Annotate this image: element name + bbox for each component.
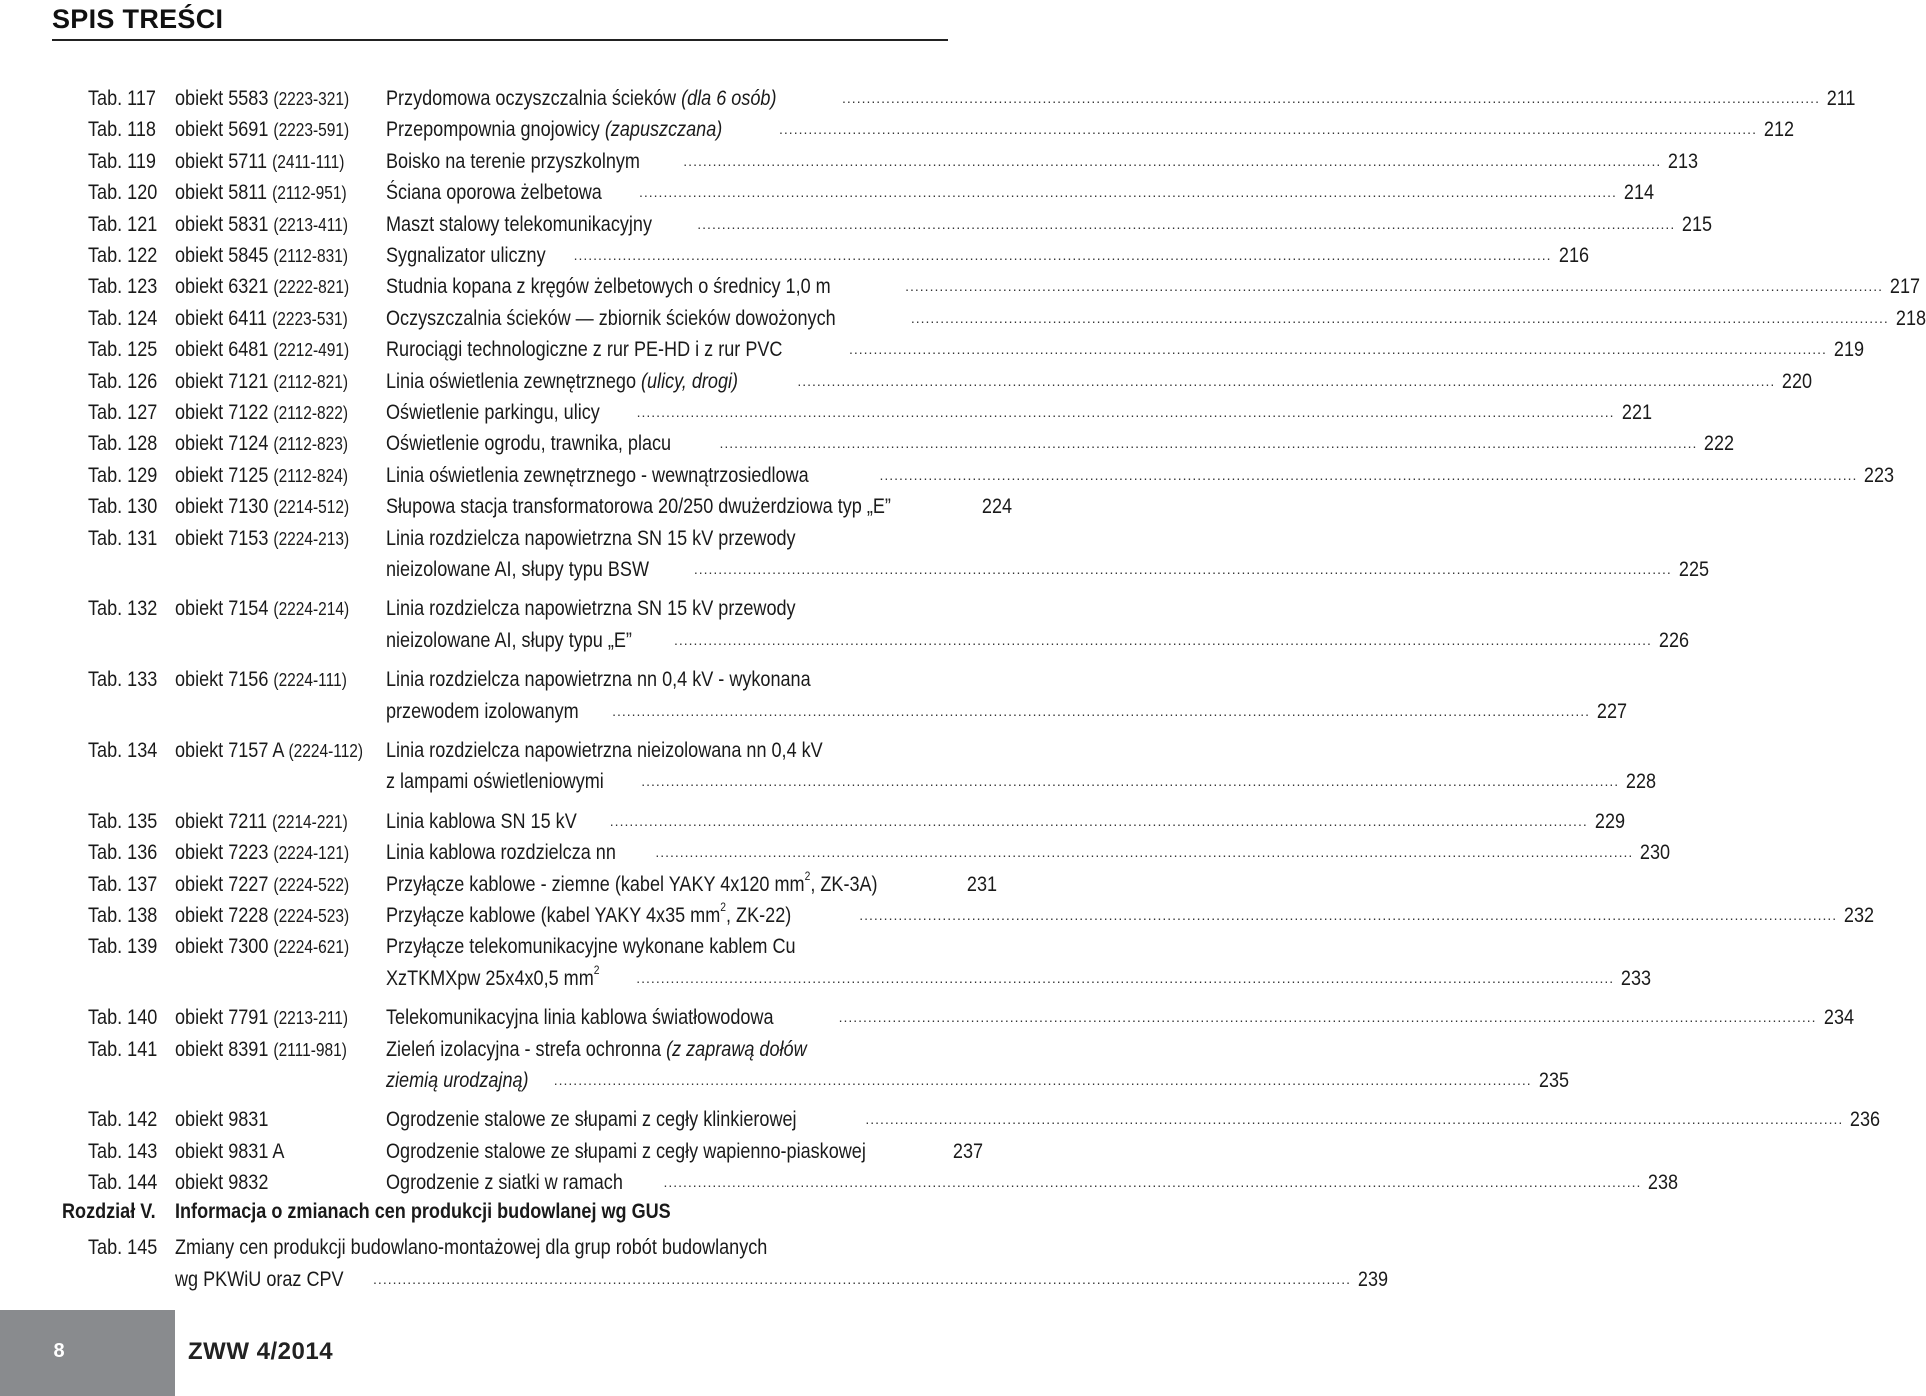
table-number: Tab. 143 [88,1139,158,1163]
object-code: (2224-621) [273,937,350,958]
leader-dots: ........................................................................................................................................................................................................ [553,1072,1532,1088]
object-code: (2213-211) [273,1008,349,1029]
toc-row [0,1136,984,1167]
toc-entry[interactable] [386,460,1895,491]
page-ref: 215 [1682,212,1713,236]
toc-row [0,366,1813,397]
entry-title: Linia kablowa rozdzielcza nn [386,841,616,865]
toc-entry[interactable] [386,1104,1881,1135]
entry-title: Zieleń izolacyjna - strefa ochronna (z zaprawą dołów [386,1037,807,1061]
object-code: (2112-831) [273,246,349,266]
table-number: Tab. 137 [88,872,158,896]
page-ref: 226 [1658,628,1689,652]
entry-title: Słupowa stacja transformatorowa 20/250 dwużerdziowa typ „E” [386,495,891,519]
object-code: (2224-112) [288,741,364,761]
object-code: (2112-823) [273,434,349,455]
entry-title: Studnia kopana z kręgów żelbetowych o średnicy 1,0 m [386,275,831,299]
page-ref: 232 [1844,904,1875,927]
object-id: obiekt 7211 (2214-221) [175,809,348,833]
entry-title: Linia kablowa SN 15 kV [386,809,577,833]
page-ref: 219 [1833,338,1864,362]
page-ref: 225 [1678,558,1709,581]
page-ref: 237 [952,1139,984,1163]
table-number: Tab. 141 [88,1037,158,1061]
toc-row [0,428,1735,459]
table-number: Tab. 120 [88,181,158,205]
toc-row [0,397,1652,428]
object-code: (2223-321) [273,89,350,109]
leader-dots: ........................................................................................................................................................................................................ [879,466,1858,483]
toc-entry[interactable] [386,868,997,900]
page-ref: 239 [1357,1268,1389,1291]
entry-title: Linia oświetlenia zewnętrznego (ulicy, drogi) [386,369,739,393]
object-id: obiekt 7228 (2224-523) [175,904,350,927]
object-id: obiekt 5831 (2213-411) [175,212,349,236]
leader-dots: ........................................................................................................................................................................................................ [373,1271,1351,1287]
table-number: Tab. 121 [88,212,158,236]
toc-row [0,593,960,624]
page-ref: 222 [1704,432,1735,456]
object-code: (2212-491) [273,340,350,361]
toc-row [0,1065,1569,1096]
toc-entry[interactable] [386,240,1589,271]
leader-dots: ........................................................................................................................................................................................................ [612,702,1591,719]
toc-row [0,806,1625,837]
object-id: obiekt 5583 (2223-321) [175,87,350,110]
object-id: obiekt 5691 (2223-591) [175,118,350,142]
toc-entry[interactable] [386,114,1795,145]
toc-row [0,696,1628,727]
entry-title: wg PKWiU oraz CPV [175,1268,344,1291]
entry-title: Linia rozdzielcza napowietrzna nn 0,4 kV - wykonana [386,668,811,692]
page-ref: 216 [1558,244,1589,267]
toc-row [0,554,1709,585]
object-code: (2224-213) [273,528,350,549]
object-id: obiekt 9831 [175,1108,269,1132]
page-ref: 228 [1626,770,1657,794]
page-ref: 221 [1621,401,1652,424]
page-ref: 218 [1895,306,1926,330]
object-id: obiekt 6481 (2212-491) [175,338,350,362]
page-ref: 234 [1823,1006,1854,1030]
entry-title: Rurociągi technologiczne z rur PE-HD i z rur PVC [386,338,783,362]
toc-row [0,1232,960,1263]
table-number: Tab. 142 [88,1108,158,1132]
toc-entry[interactable] [386,428,1735,459]
leader-dots: ........................................................................................................................................................................................................ [683,152,1662,169]
page-ref: 220 [1782,369,1813,393]
table-number: Tab. 117 [88,87,156,110]
entry-title: XzTKMXpw 25x4x0,5 $mm^2$ [386,962,600,990]
toc-row [0,1104,1881,1135]
object-id: obiekt 6321 (2222-821) [175,275,350,299]
leader-dots: ........................................................................................................................................................................................................ [655,844,1634,861]
toc-row [0,1034,960,1065]
toc-entry[interactable] [386,334,1864,365]
leader-dots: ........................................................................................................................................................................................................ [673,631,1652,648]
object-id: obiekt 7130 (2214-512) [175,495,350,519]
object-code: (2112-951) [272,183,347,204]
leader-dots: ........................................................................................................................................................................................................ [905,278,1884,295]
page-ref: 229 [1594,809,1625,833]
leader-dots: ........................................................................................................................................................................................................ [842,90,1820,106]
toc-row [0,625,1689,656]
toc-entry[interactable] [386,1167,1679,1198]
object-id: obiekt 9831 A [175,1139,285,1163]
table-number: Tab. 118 [88,118,156,142]
entry-title: Oczyszczalnia ścieków — zbiornik ścieków dowożonych [386,306,836,330]
page-ref: 233 [1621,966,1652,990]
table-number: Tab. 139 [88,935,158,959]
page-ref: 235 [1538,1069,1569,1092]
footer-page-box [0,1310,175,1396]
toc-entry[interactable] [386,303,1926,334]
table-number: Tab. 136 [88,841,158,865]
object-code: (2222-821) [273,277,350,298]
table-number: Tab. 135 [88,809,158,833]
toc-row [0,177,1654,208]
leader-dots: ........................................................................................................................................................................................................ [865,1111,1844,1128]
toc-row [0,146,1699,177]
leader-dots: ........................................................................................................................................................................................................ [838,1009,1817,1026]
toc-row [0,1002,1854,1033]
toc-row [0,664,960,695]
table-number: Tab. 129 [88,463,158,487]
leader-dots: ........................................................................................................................................................................................................ [609,812,1588,829]
toc-entry[interactable] [386,209,1713,240]
object-code: (2224-121) [273,843,350,864]
leader-dots: ........................................................................................................................................................................................................ [636,404,1615,420]
leader-dots: ........................................................................................................................................................................................................ [859,907,1838,923]
entry-title: Przyłącze kablowe - ziemne (kabel YAKY 4x120 $mm^2$, ZK-3A) [386,868,878,896]
object-id: obiekt 7122 (2112-822) [175,401,349,424]
leader-dots: ........................................................................................................................................................................................................ [693,561,1672,577]
object-id: obiekt 7154 (2224-214) [175,597,350,621]
table-number: Tab. 138 [88,904,158,927]
leader-dots: ........................................................................................................................................................................................................ [636,969,1615,986]
page-ref: 212 [1763,118,1795,142]
toc-entry[interactable] [386,1002,1854,1033]
leader-dots: ........................................................................................................................................................................................................ [641,773,1620,790]
page-ref: 214 [1623,181,1654,205]
toc-row [0,209,1713,240]
chapter-label: Rozdział V. [62,1200,156,1223]
leader-dots: ........................................................................................................................................................................................................ [797,372,1776,389]
entry-title: Oświetlenie ogrodu, trawnika, placu [386,432,672,456]
toc-row [0,766,1657,797]
leader-dots: ........................................................................................................................................................................................................ [849,341,1827,358]
entry-title: Przydomowa oczyszczalnia ścieków (dla 6 osób) [386,87,777,110]
entry-title: z lampami oświetleniowymi [386,770,604,794]
toc-entry[interactable] [386,397,1652,428]
toc-entry[interactable] [386,83,1856,114]
toc-entry[interactable] [386,491,1013,522]
object-code: (2223-531) [272,308,348,329]
page-number: 8 [53,1340,65,1362]
toc-entry[interactable] [386,1136,984,1167]
toc-row [0,83,1856,114]
leader-dots: ........................................................................................................................................................................................................ [697,215,1676,232]
leader-dots: ........................................................................................................................................................................................................ [573,247,1552,263]
entry-title: Przyłącze kablowe (kabel YAKY 4x35 $mm^2$, ZK-22) [386,900,792,927]
table-number: Tab. 145 [88,1236,158,1259]
page-ref: 217 [1889,275,1921,299]
toc-entry[interactable] [386,366,1813,397]
leader-dots: ........................................................................................................................................................................................................ [719,435,1698,452]
page-ref: 231 [966,872,997,896]
toc-row [0,523,960,554]
toc-entry[interactable] [386,554,1709,585]
table-number: Tab. 131 [88,526,158,550]
entry-title: Linia rozdzielcza napowietrzna nieizolowana nn 0,4 kV [386,739,823,762]
publication-label: ZWW 4/2014 [188,1338,334,1365]
page-ref: 223 [1864,463,1895,487]
entry-title: Linia rozdzielcza napowietrzna SN 15 kV przewody [386,597,796,621]
leader-dots: ........................................................................................................................................................................................................ [663,1174,1642,1191]
object-id: obiekt 7791 (2213-211) [175,1006,349,1030]
toc-row [0,868,997,900]
object-id: obiekt 5711 (2411-111) [175,149,345,173]
toc-entry[interactable] [386,900,1875,931]
object-id: obiekt 7157 A (2224-112) [175,739,364,762]
toc-row [0,271,1921,302]
object-code: (2224-522) [273,874,350,895]
table-number: Tab. 130 [88,495,158,519]
entry-title: Przepompownia gnojowicy (zapuszczana) [386,118,723,142]
entry-title: Zmiany cen produkcji budowlano-montażowej dla grup robót budowlanych [175,1236,768,1259]
toc-row [0,114,1795,145]
entry-title: Sygnalizator uliczny [386,244,546,267]
table-number: Tab. 122 [88,244,158,267]
object-code: (2213-411) [273,214,349,235]
toc-entry[interactable] [386,146,1699,177]
table-number: Tab. 126 [88,369,158,393]
leader-dots: ........................................................................................................................................................................................................ [639,184,1617,201]
toc-row [0,491,1013,522]
toc-row [0,837,1671,868]
table-number: Tab. 134 [88,739,158,762]
toc-entry[interactable] [386,625,1689,656]
entry-title: ziemią urodzajną) [386,1069,529,1092]
table-number: Tab. 124 [88,306,158,330]
table-number: Tab. 128 [88,432,158,456]
page-ref: 230 [1640,841,1671,865]
object-code: (2112-821) [273,371,349,392]
object-id: obiekt 5811 (2112-951) [175,181,347,205]
object-id: obiekt 8391 (2111-981) [175,1037,347,1061]
leader-dots: ........................................................................................................................................................................................................ [910,309,1889,326]
object-id: obiekt 6411 (2223-531) [175,306,348,330]
toc-entry[interactable] [386,1065,1569,1096]
object-id: obiekt 7223 (2224-121) [175,841,350,865]
object-id: obiekt 7124 (2112-823) [175,432,349,456]
toc-entry[interactable] [386,766,1657,797]
object-code: (2224-214) [273,599,350,620]
title-divider [52,39,948,41]
entry-title: Ogrodzenie stalowe ze słupami z cegły klinkierowej [386,1108,797,1132]
toc-entry[interactable] [175,1264,1389,1295]
table-number: Tab. 144 [88,1171,158,1195]
table-number: Tab. 119 [88,149,156,173]
entry-title: Linia oświetlenia zewnętrznego - wewnątrzosiedlowa [386,463,809,487]
toc-row [0,1167,1679,1198]
object-id: obiekt 7153 (2224-213) [175,526,350,550]
entry-title: Maszt stalowy telekomunikacyjny [386,212,652,236]
table-number: Tab. 125 [88,338,158,362]
entry-title: nieizolowane AI, słupy typu „E” [386,628,632,652]
toc-row [0,735,960,766]
entry-title: Linia rozdzielcza napowietrzna SN 15 kV przewody [386,526,796,550]
object-id: obiekt 9832 [175,1171,269,1195]
object-code: (2112-824) [273,465,349,486]
entry-title: Ogrodzenie z siatki w ramach [386,1171,623,1195]
entry-title: Oświetlenie parkingu, ulicy [386,401,600,424]
object-code: (2214-221) [272,811,348,832]
toc-row [0,900,1875,931]
table-number: Tab. 140 [88,1006,158,1030]
table-number: Tab. 127 [88,401,158,424]
object-id: obiekt 5845 (2112-831) [175,244,349,267]
entry-title: Ściana oporowa żelbetowa [386,181,602,205]
toc-row [0,303,1926,334]
toc-entry[interactable] [386,177,1654,208]
toc-entry[interactable] [386,696,1628,727]
table-number: Tab. 132 [88,597,158,621]
object-code: (2224-111) [273,670,347,691]
chapter-title: Informacja o zmianach cen produkcji budowlanej wg GUS [175,1200,671,1223]
table-number: Tab. 133 [88,668,158,692]
page-title: SPIS TREŚCI [52,4,224,34]
entry-title: Przyłącze telekomunikacyjne wykonane kablem Cu [386,935,796,959]
toc-entry[interactable] [386,962,1652,994]
object-id: obiekt 7300 (2224-621) [175,935,350,959]
entry-title: Ogrodzenie stalowe ze słupami z cegły wapienno-piaskowej [386,1139,866,1163]
object-code: (2214-512) [273,497,350,518]
object-id: obiekt 7121 (2112-821) [175,369,349,393]
object-code: (2223-591) [273,120,350,141]
toc-row [0,460,1895,491]
toc-entry[interactable] [386,271,1921,302]
toc-row [0,962,1652,994]
leader-dots: ........................................................................................................................................................................................................ [779,121,1757,138]
object-code: (2111-981) [273,1039,347,1060]
page-ref: 211 [1826,87,1856,110]
object-id: obiekt 7227 (2224-522) [175,872,350,896]
object-code: (2411-111) [272,151,345,172]
table-number: Tab. 123 [88,275,158,299]
page-ref: 227 [1596,699,1628,723]
page-ref: 213 [1668,149,1699,173]
toc-row [0,240,1589,271]
toc-entry[interactable] [386,837,1671,868]
page-ref: 224 [982,495,1013,519]
entry-title: nieizolowane AI, słupy typu BSW [386,558,650,581]
object-id: obiekt 7156 (2224-111) [175,668,347,692]
object-code: (2112-822) [273,403,349,423]
entry-title: Boisko na terenie przyszkolnym [386,149,640,173]
entry-title: przewodem izolowanym [386,699,579,723]
object-id: obiekt 7125 (2112-824) [175,463,349,487]
object-code: (2224-523) [273,906,350,926]
toc-row [0,931,960,962]
toc-entry[interactable] [386,806,1625,837]
toc-row [0,1264,1389,1295]
toc-row [0,334,1864,365]
entry-title: Telekomunikacyjna linia kablowa światłowodowa [386,1006,774,1030]
page-ref: 238 [1648,1171,1679,1195]
page-ref: 236 [1850,1108,1881,1132]
